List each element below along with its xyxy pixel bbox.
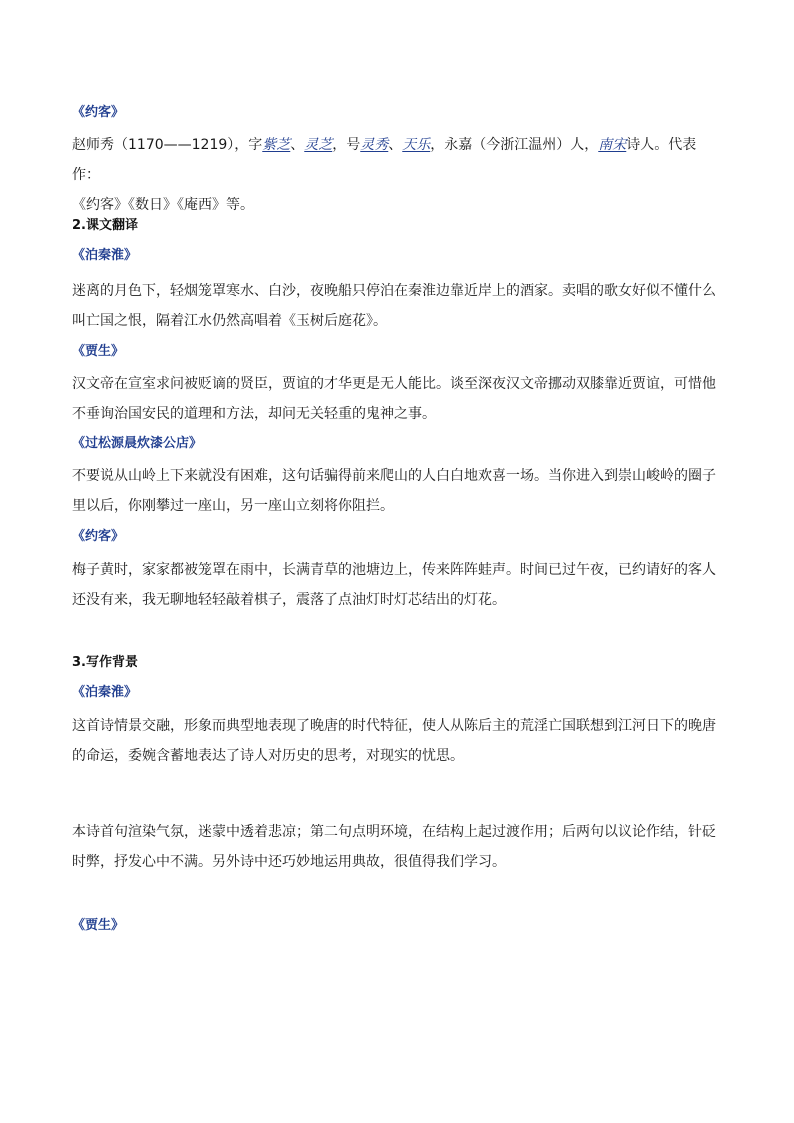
link-nansong[interactable]: 南宋: [598, 137, 627, 153]
background-boqinhuai: 这首诗情景交融，形象而典型地表现了晚唐的时代特征，使人从陈后主的荒淫亡国联想到江河日下的晚唐 的命运，委婉含蓄地表达了诗人对历史的思考，对现实的忧思。: [72, 718, 716, 764]
poem-title-boqinhuai-bg: 《泊秦淮》: [72, 685, 138, 700]
translation-yueke: 梅子黄时，家家都被笼罩在雨中，长满青草的池塘边上，传来阵阵蛙声。时间已过午夜，已约请好的客人 还没有来，我无聊地轻轻敲着棋子，震落了点油灯时灯芯结出的灯花。: [72, 562, 716, 608]
author-bio-line-2: 《约客》《数日》《庵西》等。: [72, 197, 254, 213]
link-lingzhi[interactable]: 灵芝: [304, 137, 333, 153]
translation-guosongyuan: 不要说从山岭上下来就没有困难，这句话骗得前来爬山的人白白地欢喜一场。当你进入到崇山峻岭的圈子 里以后，你刚攀过一座山，另一座山立刻将你阻拦。: [72, 468, 716, 514]
section-heading-background: 3.写作背景: [72, 655, 138, 670]
section-heading-translation: 2.课文翻译: [72, 218, 138, 233]
poem-title-yueke-intro: 《约客》: [72, 105, 125, 120]
translation-jiasheng: 汉文帝在宣室求问被贬谪的贤臣，贾谊的才华更是无人能比。谈至深夜汉文帝挪动双膝靠近贾谊，可惜他 不垂询治国安民的道理和方法，却问无关轻重的鬼神之事。: [72, 376, 716, 422]
poem-title-jiasheng-bg: 《贾生》: [72, 918, 125, 933]
background-analysis: 本诗首句渲染气氛，迷蒙中透着悲凉；第二句点明环境，在结构上起过渡作用；后两句以议论作结，针砭 时弊，抒发心中不满。另外诗中还巧妙地运用典故，很值得我们学习。: [72, 824, 716, 870]
link-lingxiu[interactable]: 灵秀: [360, 137, 389, 153]
author-bio: [72, 130, 722, 220]
poem-title-yueke: 《约客》: [72, 529, 125, 544]
poem-title-jiasheng: 《贾生》: [72, 344, 125, 359]
translation-boqinhuai: 迷离的月色下，轻烟笼罩寒水、白沙，夜晚船只停泊在秦淮边靠近岸上的酒家。卖唱的歌女好似不懂什么 叫亡国之恨，隔着江水仍然高唱着《玉树后庭花》。: [72, 283, 716, 329]
poem-title-guosongyuan: 《过松源晨炊漆公店》: [72, 436, 203, 451]
author-bio-line-1: 赵师秀（1170——1219），字紫芝、灵芝，号灵秀、天乐，永嘉（今浙江温州）人，南宋诗人。代表作：: [72, 137, 697, 183]
poem-title-boqinhuai: 《泊秦淮》: [72, 248, 138, 263]
link-tianle[interactable]: 天乐: [402, 137, 431, 153]
link-zizhi[interactable]: 紫芝: [262, 137, 291, 153]
